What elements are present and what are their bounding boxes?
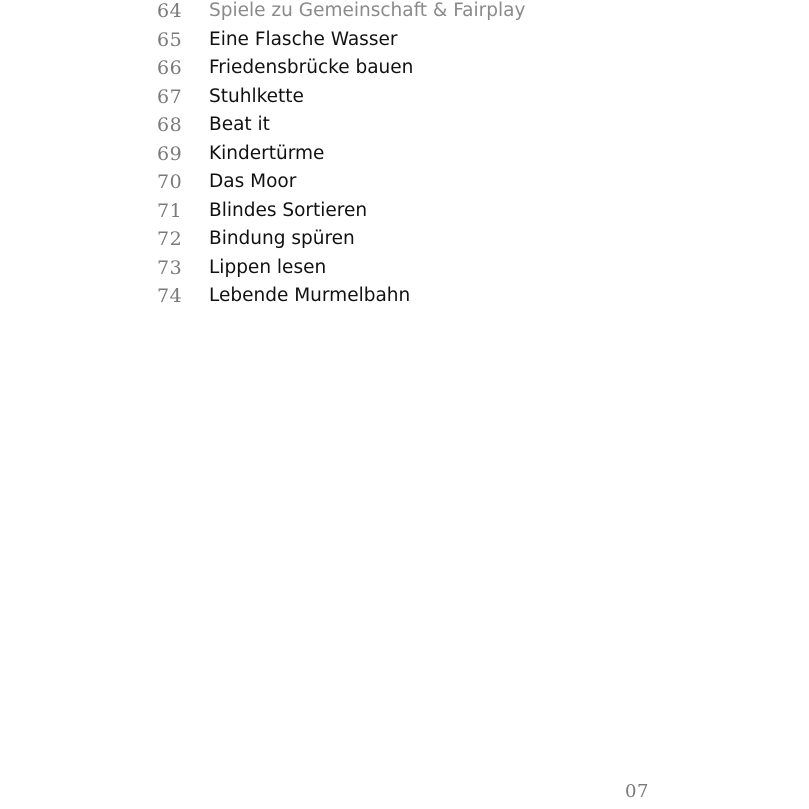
toc-page-number: 73 <box>157 257 183 279</box>
toc-page-number: 74 <box>157 285 183 307</box>
toc-entry[interactable] <box>0 84 809 112</box>
toc-entry-title[interactable]: Das Moor <box>209 171 297 192</box>
toc-entry[interactable] <box>0 141 809 169</box>
toc-entry[interactable] <box>0 169 809 197</box>
toc-entry[interactable] <box>0 27 809 55</box>
toc-entry-title[interactable]: Lippen lesen <box>209 257 327 278</box>
toc-entry[interactable] <box>0 198 809 226</box>
toc-entry-title[interactable]: Bindung spüren <box>209 228 355 249</box>
toc-page-number: 67 <box>157 86 183 108</box>
toc-entry-title[interactable]: Eine Flasche Wasser <box>209 29 398 50</box>
toc-page-number: 66 <box>157 57 183 79</box>
toc-entry-title[interactable]: Beat it <box>209 114 270 135</box>
toc-entry-title[interactable]: Stuhlkette <box>209 86 304 107</box>
toc-entry-title[interactable]: Kindertürme <box>209 143 325 164</box>
page-folio: 07 <box>625 781 649 802</box>
toc-page-number: 64 <box>157 0 183 22</box>
toc-section-heading[interactable] <box>0 0 809 26</box>
toc-entry[interactable] <box>0 283 809 311</box>
toc-page-number: 69 <box>157 143 183 165</box>
toc-entry[interactable] <box>0 112 809 140</box>
toc-entry[interactable] <box>0 226 809 254</box>
toc-entry-title[interactable]: Friedensbrücke bauen <box>209 57 414 78</box>
toc-section-title[interactable]: Spiele zu Gemeinschaft & Fairplay <box>209 0 526 21</box>
toc-page-number: 72 <box>157 228 183 250</box>
toc-entry-title[interactable]: Lebende Murmelbahn <box>209 285 411 306</box>
toc-entry[interactable] <box>0 255 809 283</box>
toc-entry[interactable] <box>0 55 809 83</box>
toc-page-number: 71 <box>157 200 183 222</box>
toc-page-number: 68 <box>157 114 183 136</box>
toc-entry-title[interactable]: Blindes Sortieren <box>209 200 368 221</box>
toc-page-number: 65 <box>157 29 183 51</box>
toc-page-number: 70 <box>157 171 183 193</box>
